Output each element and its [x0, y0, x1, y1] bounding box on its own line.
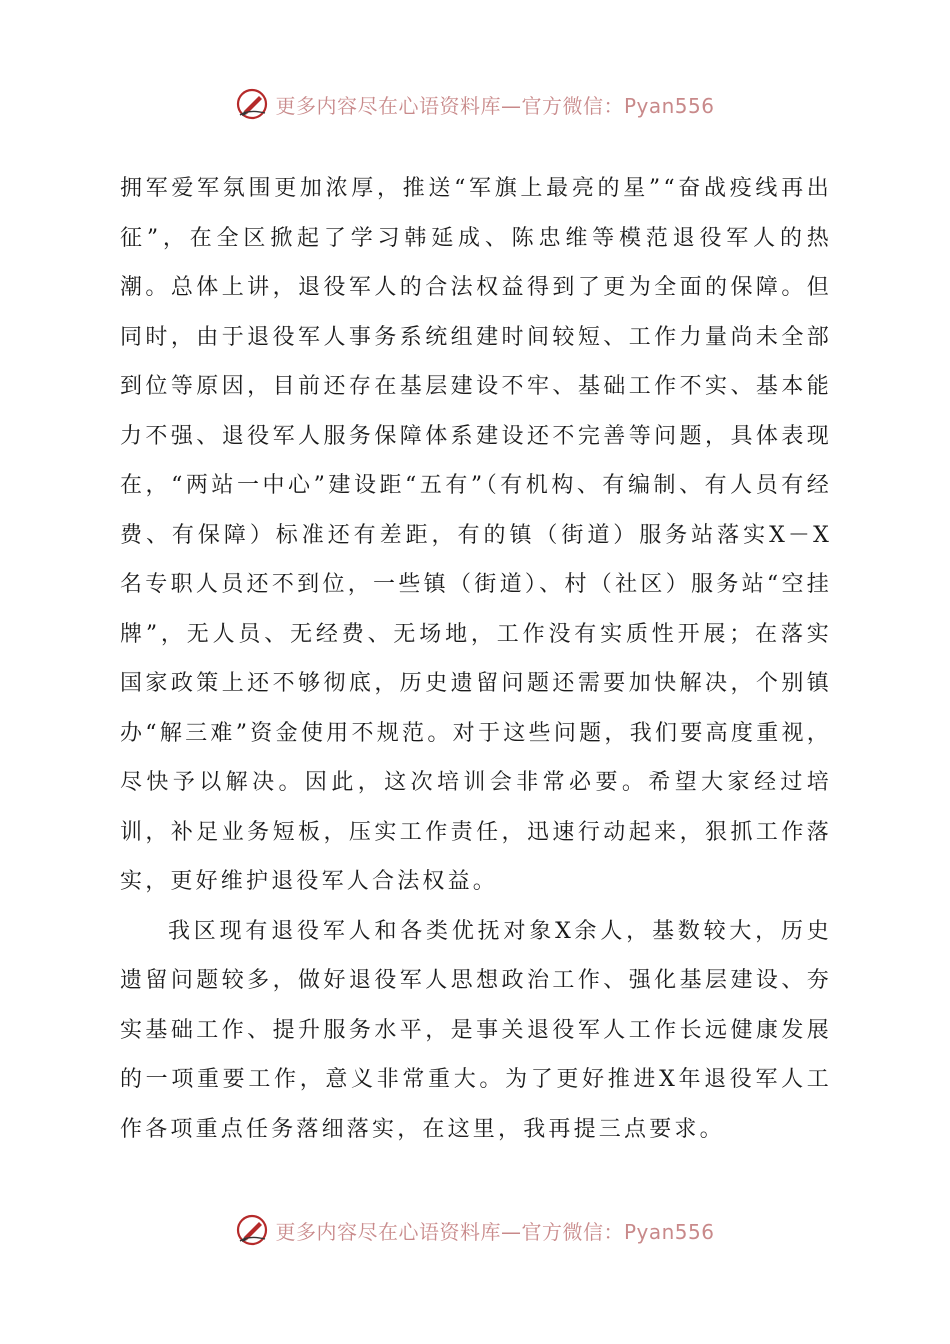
paragraph-2: 我区现有退役军人和各类优抚对象X余人，基数较大，历史遗留问题较多，做好退役军人思想政治工作、强化基层建设、夯实基础工作、提升服务水平，是事关退役军人工作长远健康发展的一项重要工作，意义非常重大。为了更好推进X年退役军人工作各项重点任务落细落实，在这里，我再提三点要求。	[120, 918, 832, 1142]
paragraph-1: 拥军爱军氛围更加浓厚，推送“军旗上最亮的星”“奋战疫线再出征”，在全区掀起了学习韩延成、陈忠维等模范退役军人的热潮。总体上讲，退役军人的合法权益得到了更为全面的保障。但同时，由于退役军人事务系统组建时间较短、工作力量尚未全部到位等原因，目前还存在基层建设不牢、基础工作不实、基本能力不强、退役军人服务保障体系建设还不完善等问题，具体表现在，“两站一中心”建设距“五有”（有机构、有编制、有人员有经费、有保障）标准还有差距，有的镇（街道）服务站落实X－X名专职人员还不到位，一些镇（街道）、村（社区）服务站“空挂牌”，无人员、无经费、无场地，工作没有实质性开展；在落实国家政策上还不够彻底，历史遗留问题还需要加快解决，个别镇办“解三难”资金使用不规范。对于这些问题，我们要高度重视，尽快予以解决。因此，这次培训会非常必要。希望大家经过培训，补足业务短板，压实工作责任，迅速行动起来，狠抓工作落实，更好维护退役军人合法权益。	[120, 176, 832, 894]
footer-banner-text: 更多内容尽在心语资料库—官方微信：Pyan556	[275, 1219, 715, 1244]
pen-logo-icon	[235, 87, 269, 121]
footer-banner	[0, 1210, 950, 1250]
header-banner-text: 更多内容尽在心语资料库—官方微信：Pyan556	[275, 93, 715, 118]
document-body	[120, 164, 832, 1154]
pen-logo-icon	[235, 1213, 269, 1247]
header-banner	[0, 84, 950, 124]
